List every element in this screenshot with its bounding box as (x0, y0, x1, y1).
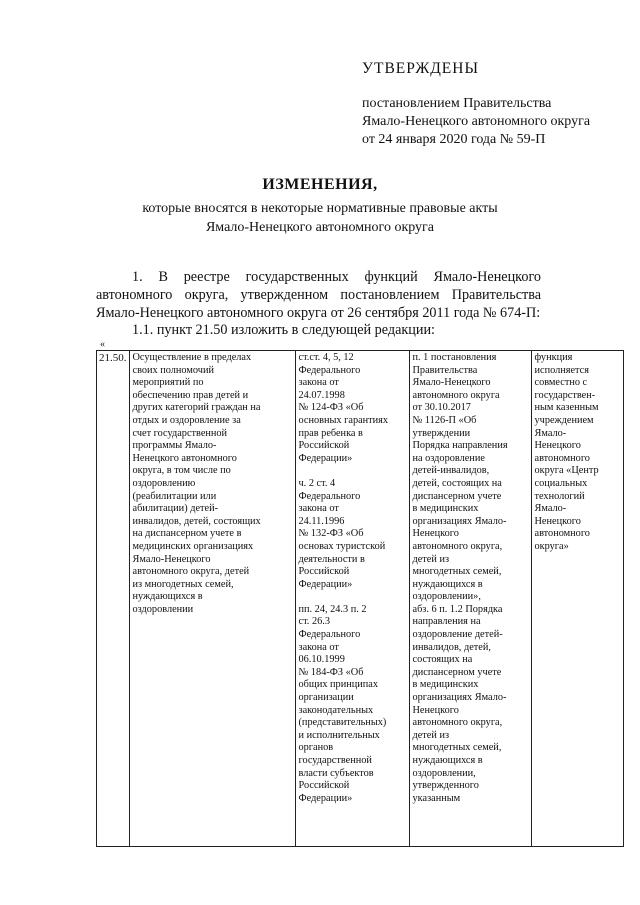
approval-title: УТВЕРЖДЕНЫ (362, 60, 479, 77)
opening-quote-mark: « (100, 339, 105, 350)
document-subtitle-line-2: Ямало-Ненецкого автономного округа (205, 220, 435, 235)
regional-legal-basis-cell: п. 1 постановления Правительства Ямало-Ненецкого автономного округа от 30.10.2017 № 1126-П «Об утверждении Порядка направления на оздоровление детей-инвалидов, детей, состоящих на диспансерном учете в медицинских организациях Ямало- Ненецкого автономного округа, детей из многодетных семей, нуждающихся в оздоровлении», абз. 6 п. 1.2 Порядка направления на оздоровление детей- инвалидов, детей, состоящих на диспансерном учете в медицинских организациях Ямало- Ненецкого автономного округа, детей из многодетных семей, нуждающихся в оздоровлении, утвержденного указанным (409, 351, 531, 847)
approval-line-2: Ямало-Ненецкого автономного округа (362, 114, 591, 129)
table-row (97, 351, 624, 847)
item-number-cell: 21.50. (97, 351, 130, 847)
paragraph-1-1: 1.1. пункт 21.50 изложить в следующей редакции: (132, 322, 435, 338)
note-cell: функция исполняется совместно с государствен- ным казенным учреждением Ямало- Ненецкого автономного округа «Центр социальных технологий Ямало- Ненецкого автономного округа» (531, 351, 623, 847)
approval-line-1: постановлением Правительства (362, 96, 552, 111)
paragraph-1: 1. В реестре государственных функций Ямало-Ненецкого автономного округа, утвержденном постановлением Правительства Ямало-Ненецкого автономного округа от 26 сентября 2011 года № 674-П: (96, 269, 541, 321)
federal-legal-basis-cell: ст.ст. 4, 5, 12 Федерального закона от 24.07.1998 № 124-ФЗ «Об основных гарантиях прав ребенка в Российской Федерации» ч. 2 ст. 4 Федерального закона от 24.11.1996 № 132-ФЗ «Об основах туристской деятельности в Российской Федерации» пп. 24, 24.3 п. 2 ст. 26.3 Федерального закона от 06.10.1999 № 184-ФЗ «Об общих принципах организации законодательных (представительных) и исполнительных органов государственной власти субъектов Российской Федерации» (295, 351, 409, 847)
approval-line-3: от 24 января 2020 года № 59-П (362, 132, 546, 147)
document-subtitle-line-1: которые вносятся в некоторые нормативные правовые акты (142, 201, 498, 216)
registry-table (96, 350, 624, 847)
function-name-cell: Осуществление в пределах своих полномочий мероприятий по обеспечению прав детей и других категорий граждан на отдых и оздоровление за счет государственной программы Ямало- Ненецкого автономного округа, в том числе по оздоровлению (реабилитации или абилитации) детей- инвалидов, детей, состоящих на диспансерном учете в медицинских организациях Ямало-Ненецкого автономного округа, детей из многодетных семей, нуждающихся в оздоровлении (129, 351, 295, 847)
document-title: ИЗМЕНЕНИЯ, (262, 176, 378, 193)
